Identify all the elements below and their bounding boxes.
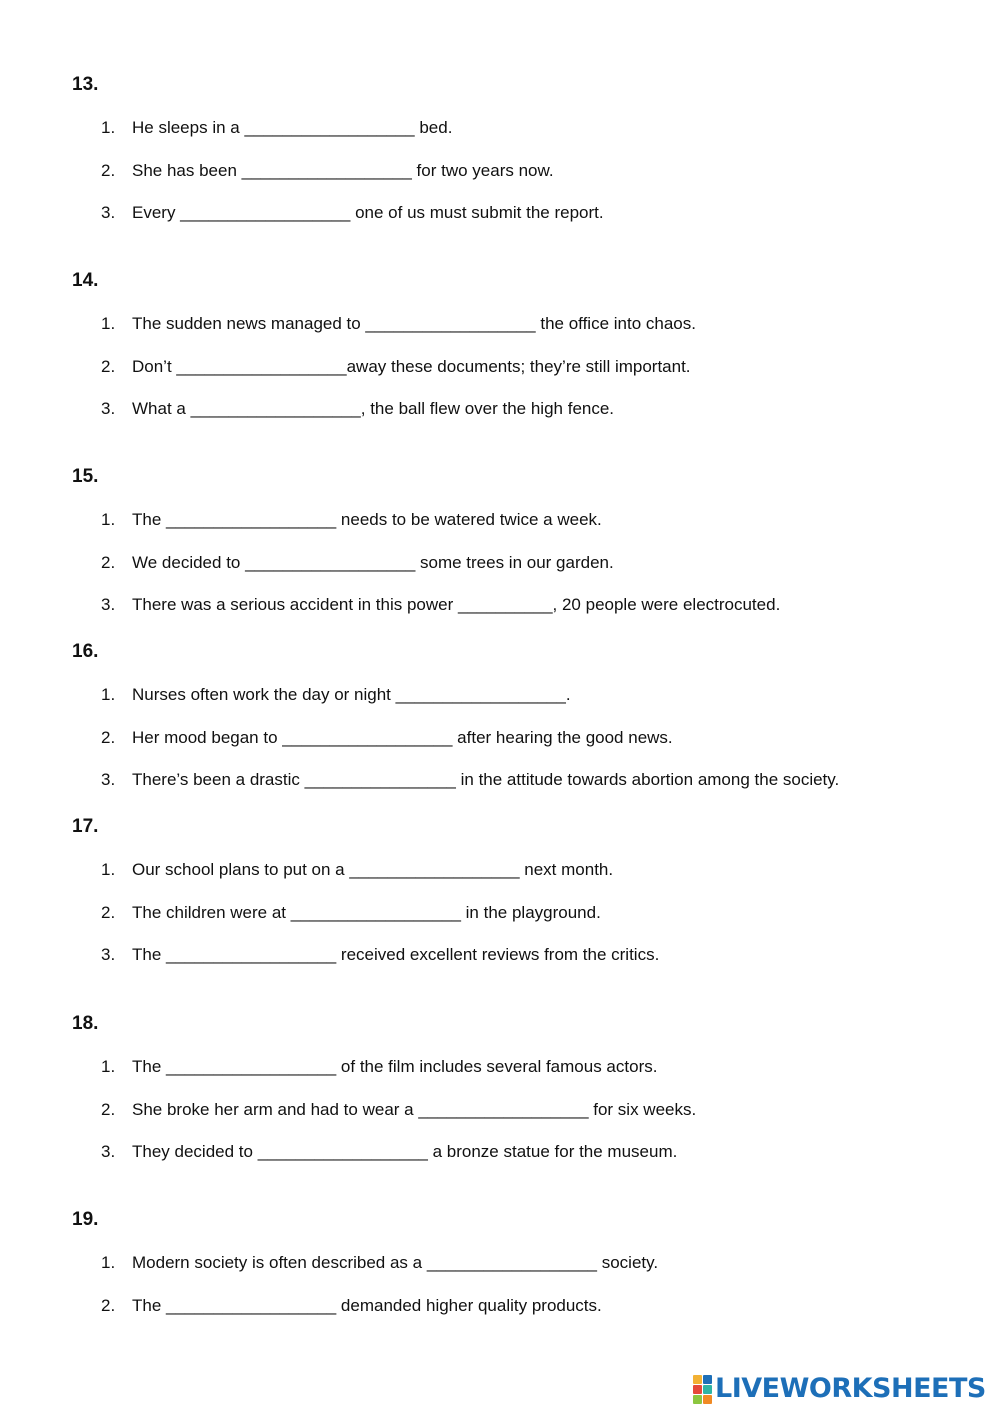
item-number: 2.: [101, 553, 116, 572]
item-number: 3.: [101, 945, 116, 964]
item-sentence: She has been __________________ for two years now.: [132, 161, 554, 180]
item-number: 2.: [101, 161, 116, 180]
item-number: 2.: [101, 903, 116, 922]
item-sentence: There was a serious accident in this power __________, 20 people were electrocuted.: [132, 595, 781, 614]
section-number: 17.: [72, 816, 99, 837]
logo-tile-icon: [703, 1375, 712, 1384]
item-number: 3.: [101, 595, 116, 614]
item-sentence: She broke her arm and had to wear a __________________ for six weeks.: [132, 1100, 697, 1119]
section-number: 19.: [72, 1209, 99, 1230]
item-number: 3.: [101, 203, 116, 222]
item-sentence: We decided to __________________ some trees in our garden.: [132, 553, 614, 572]
item-sentence: Modern society is often described as a __________________ society.: [132, 1253, 659, 1272]
item-sentence: He sleeps in a __________________ bed.: [132, 118, 453, 137]
logo-text: LIVEWORKSHEETS: [715, 1373, 986, 1404]
item-number: 3.: [101, 1142, 116, 1161]
item-number: 1.: [101, 314, 116, 333]
section-number: 14.: [72, 270, 99, 291]
section-number: 16.: [72, 641, 99, 662]
item-number: 2.: [101, 357, 116, 376]
item-sentence: The __________________ demanded higher quality products.: [132, 1296, 602, 1315]
item-number: 3.: [101, 770, 116, 789]
item-sentence: Her mood began to __________________ after hearing the good news.: [132, 728, 673, 747]
item-sentence: What a __________________, the ball flew over the high fence.: [132, 399, 615, 418]
section-number: 18.: [72, 1013, 99, 1034]
liveworksheets-logo: [693, 1373, 986, 1405]
item-sentence: The __________________ needs to be watered twice a week.: [132, 510, 602, 529]
logo-tile-icon: [693, 1375, 702, 1384]
item-number: 1.: [101, 685, 116, 704]
item-sentence: Every __________________ one of us must submit the report.: [132, 203, 604, 222]
item-number: 1.: [101, 118, 116, 137]
section-number: 15.: [72, 466, 99, 487]
item-number: 2.: [101, 728, 116, 747]
item-number: 1.: [101, 860, 116, 879]
item-sentence: Nurses often work the day or night __________________.: [132, 685, 571, 704]
item-number: 2.: [101, 1296, 116, 1315]
item-number: 2.: [101, 1100, 116, 1119]
logo-tile-icon: [693, 1395, 702, 1404]
item-sentence: The sudden news managed to __________________ the office into chaos.: [132, 314, 696, 333]
item-number: 1.: [101, 510, 116, 529]
item-number: 1.: [101, 1057, 116, 1076]
logo-grid-icon: [693, 1375, 712, 1404]
section-number: 13.: [72, 74, 99, 95]
item-sentence: The __________________ of the film includes several famous actors.: [132, 1057, 658, 1076]
logo-tile-icon: [693, 1385, 702, 1394]
item-number: 3.: [101, 399, 116, 418]
item-sentence: The __________________ received excellent reviews from the critics.: [132, 945, 660, 964]
item-sentence: The children were at __________________ in the playground.: [132, 903, 601, 922]
item-number: 1.: [101, 1253, 116, 1272]
item-sentence: There’s been a drastic ________________ in the attitude towards abortion among the society.: [132, 770, 840, 789]
logo-tile-icon: [703, 1385, 712, 1394]
item-sentence: Our school plans to put on a __________________ next month.: [132, 860, 614, 879]
item-sentence: They decided to __________________ a bronze statue for the museum.: [132, 1142, 678, 1161]
item-sentence: Don’t __________________away these documents; they’re still important.: [132, 357, 691, 376]
logo-tile-icon: [703, 1395, 712, 1404]
